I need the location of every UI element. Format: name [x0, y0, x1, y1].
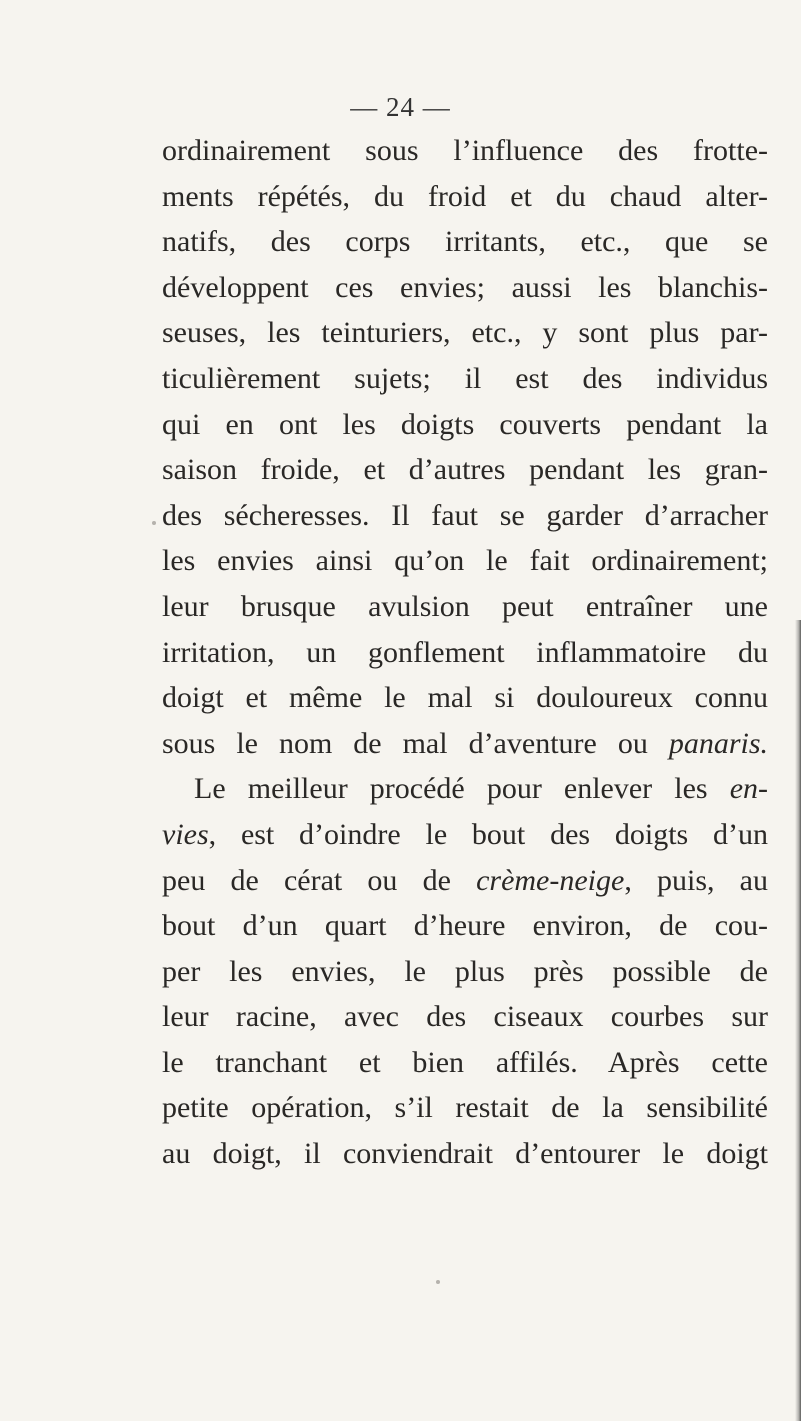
text-segment: leur racine, avec des ciseaux courbes sur [162, 1000, 768, 1034]
text-line [162, 310, 768, 356]
text-segment: natifs, des corps irritants, etc., que se [162, 225, 768, 259]
text-line [162, 721, 768, 767]
paper-speck [436, 1280, 440, 1284]
text-segment: sous le nom de mal d’aventure ou [162, 726, 669, 760]
text-line [162, 949, 768, 995]
text-line [162, 812, 768, 858]
italic-text: vies [162, 817, 209, 851]
text-segment: ticulièrement sujets; il est des individus [162, 361, 768, 395]
text-segment: le tranchant et bien affilés. Après cette [162, 1045, 768, 1079]
text-line [162, 219, 768, 265]
page-edge-shadow [795, 620, 801, 1421]
text-segment: , puis, au [624, 863, 768, 897]
text-line [162, 1040, 768, 1086]
text-segment: des sécheresses. Il faut se garder d’arracher [162, 498, 768, 532]
text-segment: bout d’un quart d’heure environ, de cou- [162, 909, 768, 943]
text-line [162, 174, 768, 220]
text-segment: seuses, les teinturiers, etc., y sont plus par- [162, 316, 768, 350]
text-line [162, 903, 768, 949]
italic-text: crème-neige [476, 863, 625, 897]
text-line [162, 675, 768, 721]
text-segment: irritation, un gonflement inflammatoire du [162, 635, 768, 669]
text-line [162, 766, 768, 812]
text-segment: doigt et même le mal si douloureux connu [162, 681, 768, 715]
italic-text: en- [729, 772, 768, 806]
text-line [162, 630, 768, 676]
text-segment: saison froide, et d’autres pendant les gran- [162, 453, 768, 487]
text-segment: ments répétés, du froid et du chaud alter- [162, 179, 768, 213]
text-line [162, 265, 768, 311]
text-segment: les envies ainsi qu’on le fait ordinairement; [162, 544, 768, 578]
text-segment: au doigt, il conviendrait d’entourer le doigt [162, 1137, 768, 1171]
text-line [162, 447, 768, 493]
text-segment: ordinairement sous l’influence des frotte- [162, 134, 768, 167]
text-segment: per les envies, le plus près possible de [162, 954, 768, 988]
body-text [162, 128, 768, 1177]
text-segment: petite opération, s’il restait de la sensibilité [162, 1091, 768, 1125]
page-number: — 24 — [350, 92, 451, 122]
text-segment: Le meilleur procédé pour enlever les [194, 772, 730, 806]
text-line [162, 356, 768, 402]
text-line [162, 128, 768, 174]
text-line [162, 493, 768, 539]
text-line [162, 1085, 768, 1131]
text-segment: qui en ont les doigts couverts pendant la [162, 407, 768, 441]
text-line [162, 858, 768, 904]
text-segment: , est d’oindre le bout des doigts d’un [208, 817, 768, 851]
text-line [162, 1131, 768, 1177]
italic-text: panaris. [668, 726, 768, 760]
text-segment: peu de cérat ou de [162, 863, 477, 897]
text-line [162, 584, 768, 630]
text-line [162, 538, 768, 584]
text-line [162, 402, 768, 448]
text-line [162, 994, 768, 1040]
paper-speck [152, 521, 156, 525]
text-segment: développent ces envies; aussi les blanchis- [162, 270, 768, 304]
text-segment: leur brusque avulsion peut entraîner une [162, 589, 768, 623]
